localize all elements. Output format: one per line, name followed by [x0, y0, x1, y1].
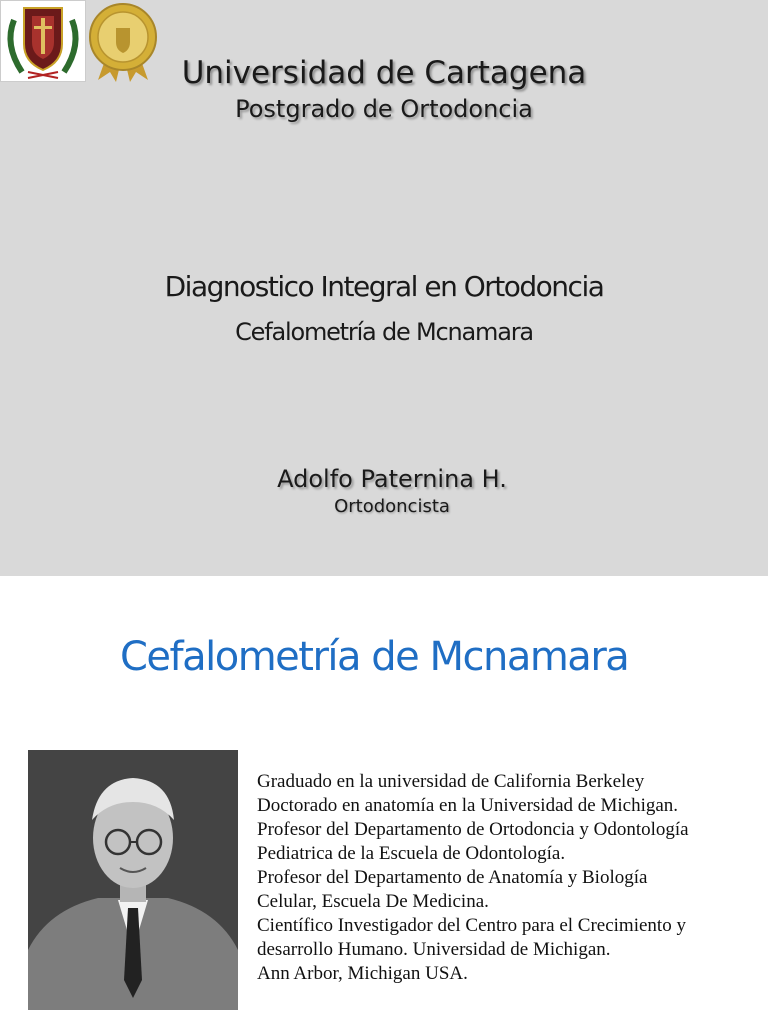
bio-line: desarrollo Humano. Universidad de Michigan. [257, 939, 611, 960]
bio-line: Profesor del Departamento de Anatomía y Biología [257, 867, 648, 888]
bio-line: Ann Arbor, Michigan USA. [257, 963, 468, 984]
author-role: Ortodoncista [334, 496, 450, 517]
course-subtitle: Cefalometría de Mcnamara [235, 318, 533, 346]
slide-title: Cefalometría de Mcnamara [120, 634, 629, 680]
slide-2 [0, 576, 768, 1024]
course-title: Diagnostico Integral en Ortodoncia [164, 270, 604, 303]
bio-line: Doctorado en anatomía en la Universidad de Michigan. [257, 795, 679, 816]
bio-line: Graduado en la universidad de California Berkeley [257, 771, 645, 792]
portrait-photo [28, 750, 238, 1010]
bio-line: Pediatrica de la Escuela de Odontología. [257, 843, 566, 864]
bio-line: Científico Investigador del Centro para el Crecimiento y [257, 915, 686, 936]
bio-line: Celular, Escuela De Medicina. [257, 891, 489, 912]
university-title: Universidad de Cartagena [181, 55, 587, 91]
author-name: Adolfo Paternina H. [277, 465, 507, 493]
bio-line: Profesor del Departamento de Ortodoncia y Odontología [257, 819, 689, 840]
biography [257, 770, 757, 986]
program-subtitle: Postgrado de Ortodoncia [235, 95, 533, 123]
